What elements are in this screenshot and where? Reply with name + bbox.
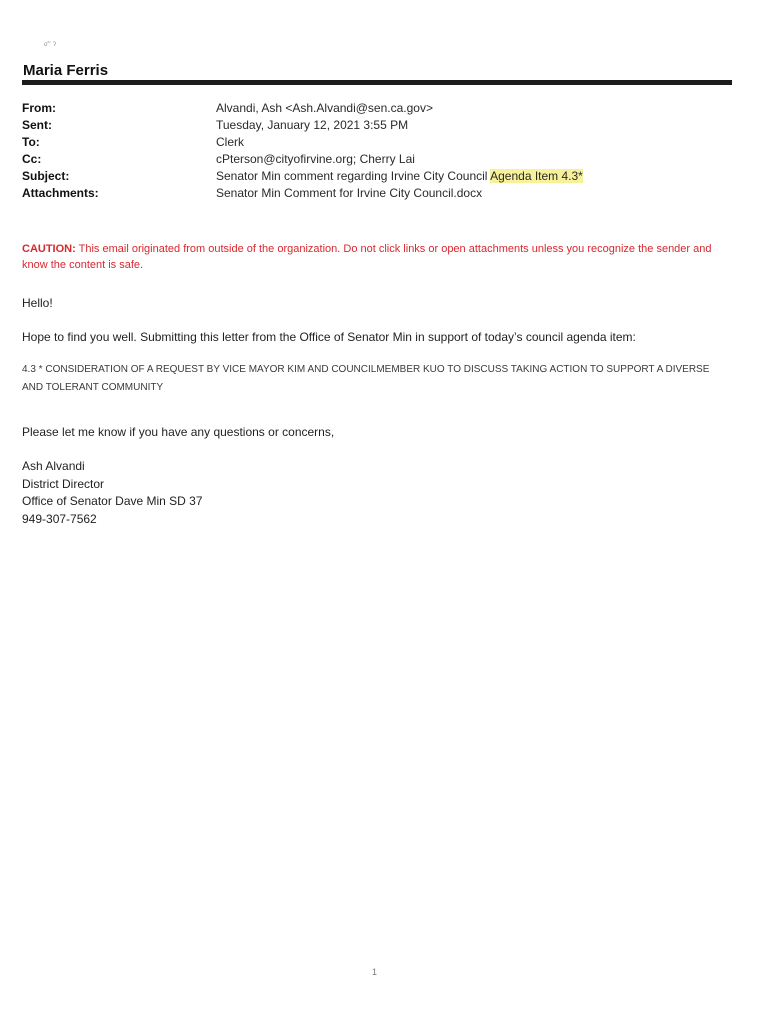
subject-highlighted-text: Agenda Item 4.3* <box>490 169 583 183</box>
sent-value: Tuesday, January 12, 2021 3:55 PM <box>216 118 409 132</box>
agenda-item-text: 4.3 * CONSIDERATION OF A REQUEST BY VICE MAYOR KIM AND COUNCILMEMBER KUO TO DISCUSS TAKING ACTION TO SUPPORT A DIVERSE AND TOLERANT COMMUNITY <box>22 364 710 393</box>
signature-name: Ash Alvandi <box>22 459 85 473</box>
intro-paragraph: Hope to find you well. Submitting this letter from the Office of Senator Min in support of today’s council agenda item: <box>22 330 636 344</box>
cc-row <box>22 151 583 168</box>
email-header <box>22 100 583 202</box>
to-value: Clerk <box>216 135 245 149</box>
scan-artifact-mark: ᵒ˜ ˀ <box>44 40 57 50</box>
attachments-row <box>22 185 583 202</box>
subject-text: Senator Min comment regarding Irvine City Council <box>216 169 488 183</box>
caution-banner <box>22 241 734 273</box>
attachments-label: Attachments: <box>22 186 99 200</box>
attachment-file-name[interactable]: Senator Min Comment for Irvine City Council.docx <box>216 186 483 200</box>
to-row <box>22 134 583 151</box>
signature-title: District Director <box>22 476 105 491</box>
signature-block <box>22 458 203 528</box>
from-label: From: <box>22 101 56 115</box>
from-value: Alvandi, Ash <Ash.Alvandi@sen.ca.gov> <box>216 101 433 115</box>
caution-text: This email originated from outside of the organization. Do not click links or open attachments unless you recognize the sender and know the content is safe. <box>22 243 712 271</box>
closing-line: Please let me know if you have any questions or concerns, <box>22 425 335 439</box>
cc-label: Cc: <box>22 152 42 166</box>
subject-label: Subject: <box>22 169 70 183</box>
greeting: Hello! <box>22 296 53 310</box>
subject-value <box>216 168 583 185</box>
from-row <box>22 100 583 117</box>
header-divider <box>22 80 732 85</box>
to-label: To: <box>22 135 40 149</box>
page-number: 1 <box>372 967 378 977</box>
caution-label: CAUTION: <box>22 243 76 255</box>
cc-value: cPterson@cityofirvine.org; Cherry Lai <box>216 152 415 166</box>
signature-phone: 949-307-7562 <box>22 511 97 526</box>
sent-label: Sent: <box>22 118 52 132</box>
mailbox-owner-name: Maria Ferris <box>23 62 109 79</box>
sent-row <box>22 117 583 134</box>
subject-row <box>22 168 583 185</box>
signature-office: Office of Senator Dave Min SD 37 <box>22 494 203 508</box>
